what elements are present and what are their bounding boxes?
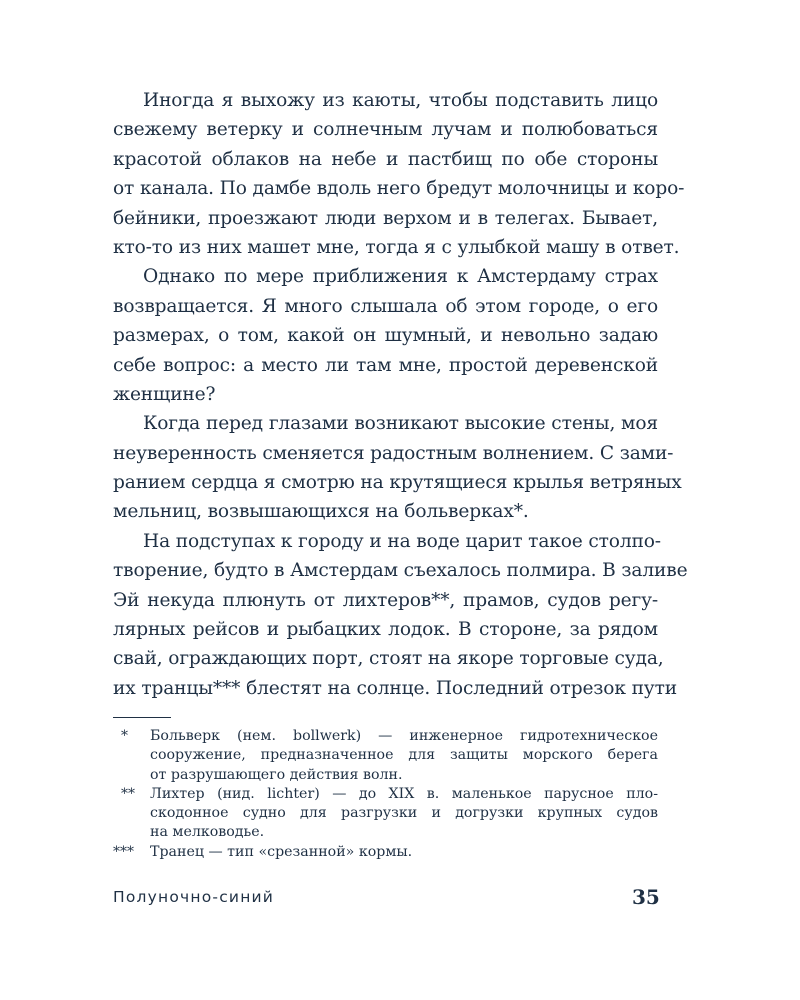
footnote-line: сооружение, предназначенное для защиты морского берега: [150, 747, 658, 764]
paragraph-1: [113, 86, 685, 262]
text-line: Когда перед глазами возникают высокие стены, моя: [143, 413, 658, 435]
text-line: Однако по мере приближения к Амстердаму страх: [143, 266, 658, 288]
text-line: лярных рейсов и рыбацких лодок. В стороне, за рядом: [113, 619, 658, 641]
footnote-line: на мелководье.: [150, 824, 265, 841]
text-line: красотой облаков на небе и пастбищ по обе стороны: [113, 148, 658, 170]
text-line: Иногда я выхожу из каюты, чтобы подставить лицо: [143, 90, 658, 111]
footnote-divider: [113, 717, 171, 718]
footnote-line: Лихтер (нид. lichter) — до XIX в. маленькое парусное пло-: [150, 785, 658, 802]
text-line: их транцы*** блестят на солнце. Последний отрезок пути: [113, 677, 677, 699]
footnote-mark: *: [121, 728, 128, 744]
text-line: свежему ветерку и солнечным лучам и полюбоваться: [113, 119, 658, 141]
footnote-line: Транец — тип «срезанной» кормы.: [150, 843, 413, 860]
text-line: женщине?: [113, 383, 216, 405]
text-line: кто-то из них машет мне, тогда я с улыбкой машу в ответ.: [113, 236, 680, 258]
main-text: [113, 86, 688, 703]
text-line: возвращается. Я много слышала об этом городе, о его: [113, 295, 658, 317]
paragraph-2: [113, 262, 658, 409]
text-line: свай, ограждающих порт, стоят на якоре торговые суда,: [113, 648, 664, 670]
footnote-2: [113, 785, 658, 843]
footnote-mark: ***: [113, 843, 134, 860]
footnote-1: [113, 727, 658, 785]
paragraph-3: [113, 409, 682, 527]
running-footer-title: Полуночно-синий: [113, 888, 275, 906]
page-number: 35: [632, 885, 660, 909]
footnote-3: [113, 843, 658, 862]
footnote-line: Больверк (нем. bollwerk) — инженерное гидротехническое: [150, 728, 658, 744]
footnote-mark: **: [121, 785, 135, 802]
text-line: творение, будто в Амстердам съехалось полмира. В заливе: [113, 560, 688, 582]
footnote-line: скодонное судно для разгрузки и догрузки крупных судов: [150, 805, 658, 822]
text-line: себе вопрос: а место ли там мне, простой деревенской: [113, 354, 658, 376]
text-line: неуверенность сменяется радостным волнением. С зами-: [113, 442, 674, 464]
text-line: от канала. По дамбе вдоль него бредут молочницы и коро-: [113, 178, 685, 200]
text-line: ранием сердца я смотрю на крутящиеся крылья ветряных: [113, 472, 682, 494]
footnote-line: от разрушающего действия волн.: [150, 766, 403, 783]
footnotes: [113, 727, 658, 862]
text-line: мельниц, возвышающихся на больверках*.: [113, 501, 529, 523]
text-line: На подступах к городу и на воде царит такое столпо-: [143, 530, 661, 552]
text-line: размерах, о том, какой он шумный, и невольно задаю: [113, 325, 658, 347]
text-line: Эй некуда плюнуть от лихтеров**, прамов, судов регу-: [113, 589, 658, 611]
text-line: бейники, проезжают люди верхом и в телегах. Бывает,: [113, 207, 658, 229]
paragraph-4: [113, 527, 688, 703]
